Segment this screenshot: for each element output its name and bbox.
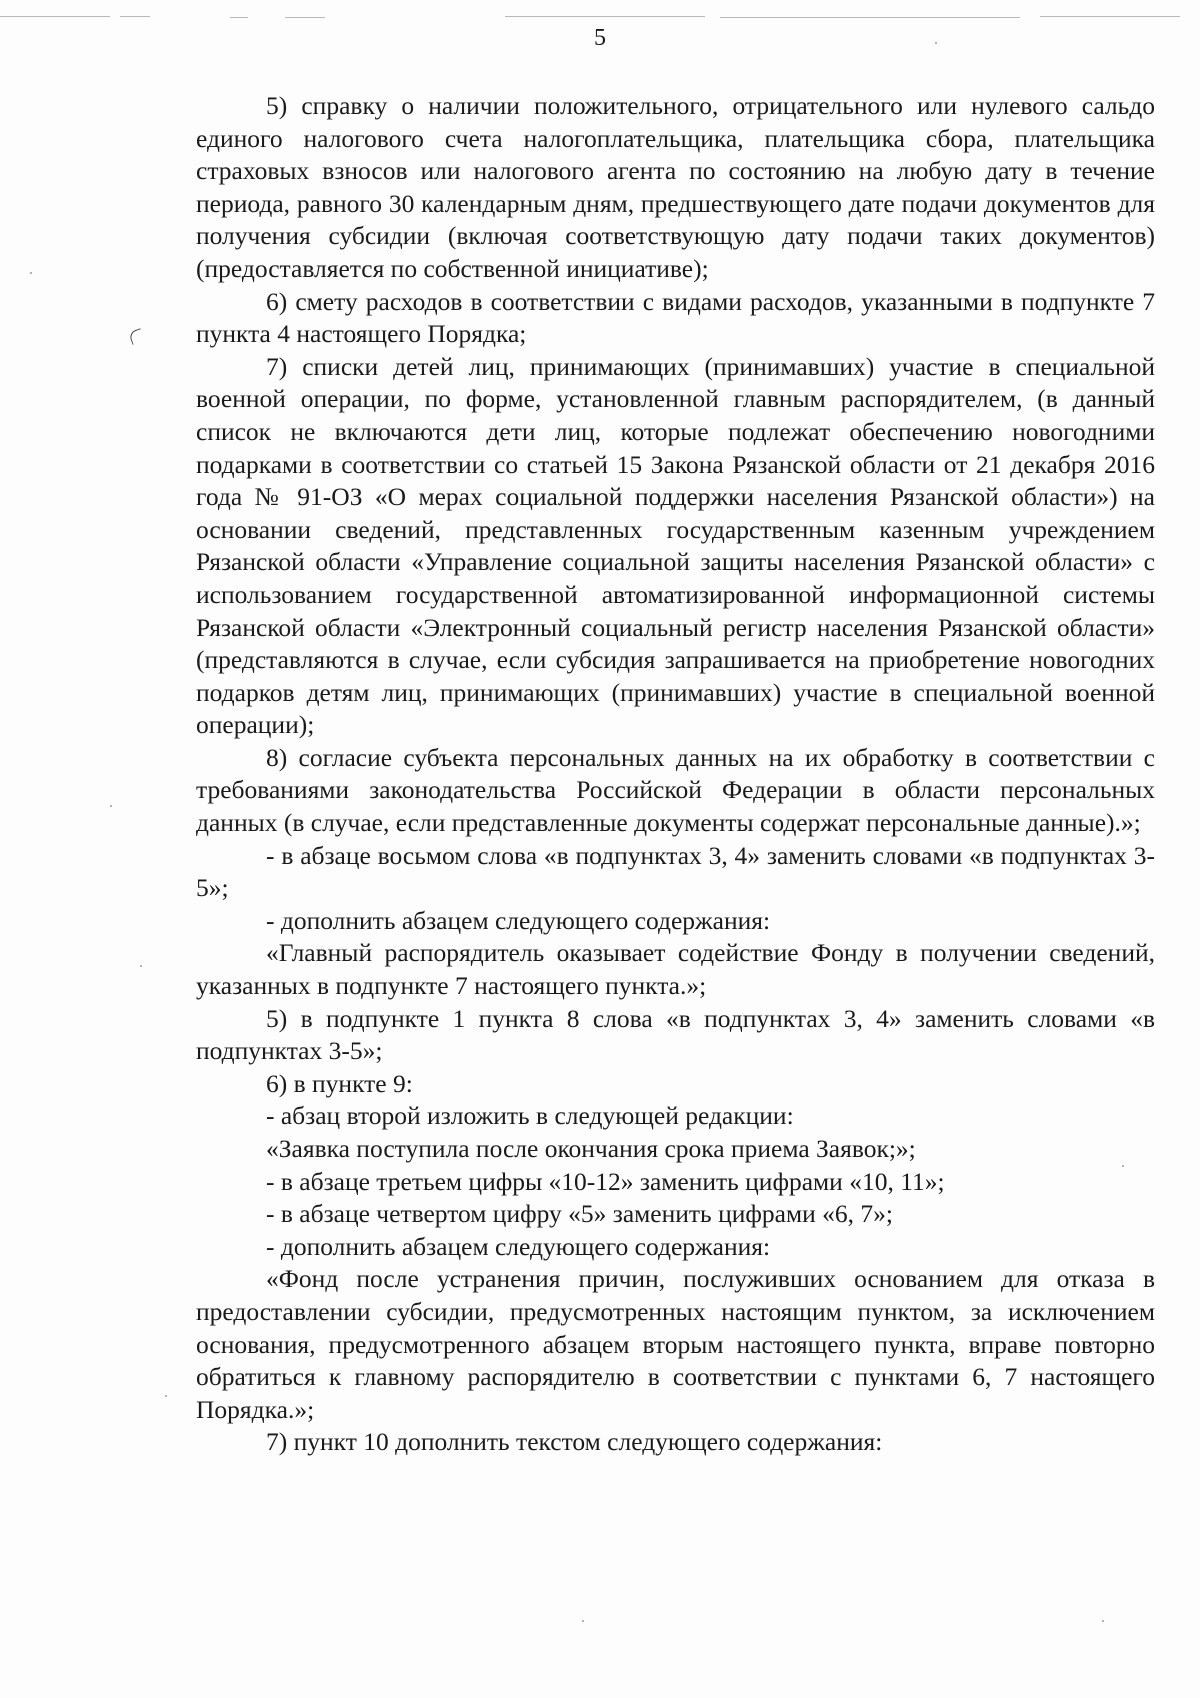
- paragraph-amendment: - дополнить абзацем следующего содержания:: [266, 1231, 771, 1261]
- scan-speck: [935, 42, 937, 44]
- paragraph-amendment: - в абзаце третьем цифры «10-12» заменить цифрами «10, 11»;: [266, 1166, 945, 1196]
- scan-speck: [110, 805, 112, 807]
- paragraph-quote: «Главный распорядитель оказывает содействие Фонду в получении сведений, указанных в подпункте 7 настоящего пункта.»;: [196, 938, 1155, 1001]
- scan-speck: [582, 1620, 584, 1622]
- pen-mark: [128, 328, 145, 345]
- scan-speck: [165, 1395, 167, 1397]
- page-number: 5: [594, 25, 606, 51]
- paragraph-amendment: - в абзаце четвертом цифру «5» заменить цифрами «6, 7»;: [266, 1199, 893, 1229]
- paragraph-numbered: 7) пункт 10 дополнить текстом следующего содержания:: [266, 1427, 883, 1457]
- paragraph-numbered: 6) в пункте 9:: [266, 1068, 413, 1098]
- paragraph-quote: «Фонд после устранения причин, послуживших основанием для отказа в предоставлении субсидии, предусмотренных настоящим пунктом, за исключением основания, предусмотренного абзацем вторым настоящего пункта, вправе повторно обратиться к главному распорядителю в соответствии с пунктами 6, 7 настоящего Порядка.»;: [196, 1264, 1155, 1424]
- scan-speck: [140, 965, 142, 967]
- paragraph-item-7: 7) списки детей лиц, принимающих (принимавших) участие в специальной военной операции, по форме, установленной главным распорядителем, (в данный список не включаются дети лиц, которые подлежат обеспечению новогодними подарками в соответствии со статьей 15 Закона Рязанской области от 21 декабря 2016 года № 91-ОЗ «О мерах социальной поддержки населения Рязанской области») на основании сведений, представленных государственным казенным учреждением Рязанской области «Управление социальной защиты населения Рязанской области» с использованием государственной автоматизированной информационной системы Рязанской области «Электронный социальный регистр населения Рязанской области» (представляются в случае, если субсидия запрашивается на приобретение новогодних подарков детям лиц, принимающих (принимавших) участие в специальной военной операции);: [196, 351, 1155, 740]
- paragraph-amendment: - дополнить абзацем следующего содержания:: [266, 905, 771, 935]
- paragraph-quote: «Заявка поступила после окончания срока приема Заявок;»;: [266, 1134, 916, 1163]
- paragraph-item-5: 5) справку о наличии положительного, отрицательного или нулевого сальдо единого налогового счета налогоплательщика, плательщика сбора, плательщика страховых взносов или налогового агента по состоянию на любую дату в течение периода, равного 30 календарным дням, предшествующего дате подачи документов для получения субсидии (включая соответствующую дату подачи таких документов) (предоставляется по собственной инициативе);: [196, 91, 1155, 283]
- paragraph-item-6: 6) смету расходов в соответствии с видами расходов, указанными в подпункте 7 пункта 4 настоящего Порядка;: [196, 286, 1155, 349]
- paragraph-amendment: - абзац второй изложить в следующей редакции:: [266, 1101, 794, 1131]
- paragraph-item-8: 8) согласие субъекта персональных данных на их обработку в соответствии с требованиями законодательства Российской Федерации в области персональных данных (в случае, если представленные документы содержат персональные данные).»;: [196, 742, 1155, 838]
- paragraph-numbered: 5) в подпункте 1 пункта 8 слова «в подпунктах 3, 4» заменить словами «в подпунктах 3-5»;: [196, 1003, 1155, 1066]
- scan-speck: [30, 272, 32, 274]
- scan-header-artifact: [0, 16, 1200, 22]
- scan-speck: [1102, 1620, 1104, 1622]
- document-body: [196, 90, 1155, 1459]
- paragraph-amendment: - в абзаце восьмом слова «в подпунктах 3, 4» заменить словами «в подпунктах 3-5»;: [196, 840, 1155, 903]
